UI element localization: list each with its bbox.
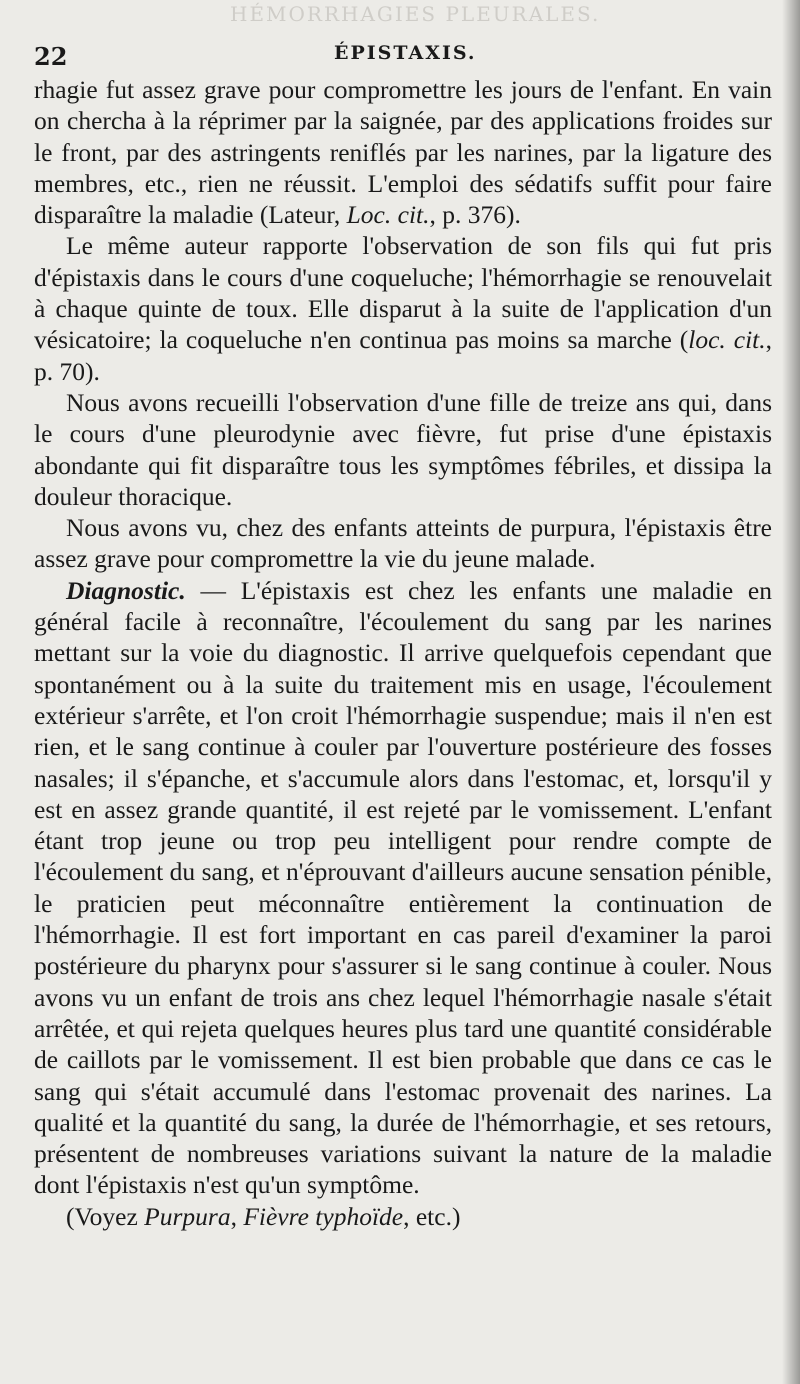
see-also-purpura: Purpura	[144, 1201, 231, 1231]
paragraph-3: Nous avons recueilli l'observation d'une fille de treize ans qui, dans le cours d'une pleurodynie avec fièvre, fut prise d'une épistaxis abondante qui fit disparaître tous les symptômes fébriles, et dissipa la douleur thoracique.	[34, 387, 772, 511]
paragraph-2	[34, 230, 772, 386]
paragraph-see-also	[34, 1201, 772, 1232]
see-also-open: (Voyez	[66, 1201, 145, 1231]
page-header	[34, 38, 772, 74]
paragraph-2-reference: loc. cit.	[688, 325, 766, 355]
diagnostic-text: — L'épistaxis est chez les enfants une maladie en général facile à reconnaître, l'écoulement du sang par les narines mettant sur la voie du diagnostic. Il arrive quelquefois cependant que spontanément ou à la suite du traitement mis en usage, l'écoulement extérieur s'arrête, et l'on croit l'hémorrhagie suspendue; mais il n'en est rien, et le sang continue à couler par l'ouverture postérieure des fosses nasales; il s'épanche, et s'accumule alors dans l'estomac, et, lorsqu'il y est en assez grande quantité, il est rejeté par le vomissement. L'enfant étant trop jeune ou trop peu intelligent pour rendre compte de l'écoulement du sang, et n'éprouvant d'ailleurs aucune sensation pénible, le praticien peut méconnaître entièrement la continuation de l'hémorrhagie. Il est fort important en cas pareil d'examiner la paroi postérieure du pharynx pour s'assurer si le sang continue à couler. Nous avons vu un enfant de trois ans chez lequel l'hémorrhagie nasale s'était arrêtée, et qui rejeta quelques heures plus tard une quantité considérable de caillots par le vomissement. Il est bien probable que dans ce cas le sang qui s'était accumulé dans l'estomac provenait des narines. La qualité et la quantité du sang, la durée de l'hémorrhagie, et ses retours, présentent de nombreuses variations suivant la nature de la maladie dont l'épistaxis n'est qu'un symptôme.	[34, 575, 772, 1200]
paragraph-1-reference: Loc. cit.	[346, 200, 430, 230]
see-also-separator: ,	[230, 1201, 244, 1231]
paragraph-1-text: rhagie fut assez grave pour compromettre les jours de l'enfant. En vain on chercha à la réprimer par la saignée, par des applications froides sur le front, par des astringents reniflés par les narines, par la ligature des membres, etc., rien ne réussit. L'emploi des sédatifs suffit pour faire disparaître la maladie (Lateur,	[34, 75, 772, 230]
running-title: ÉPISTAXIS.	[334, 42, 477, 64]
paragraph-4: Nous avons vu, chez des enfants atteints de purpura, l'épistaxis être assez grave pour compromettre la vie du jeune malade.	[34, 513, 772, 574]
paragraph-1	[34, 74, 772, 230]
bleed-through-header: HÉMORRHAGIES PLEURALES.	[230, 2, 601, 26]
paragraph-2-text: Le même auteur rapporte l'observation de son fils qui fut pris d'épistaxis dans le cours d'une coqueluche; l'hémorrhagie se renouvelait à chaque quinte de toux. Elle disparut à la suite de l'application d'un vésicatoire; la coqueluche n'en continua pas moins sa marche (	[34, 231, 772, 355]
diagnostic-heading: Diagnostic.	[66, 575, 186, 605]
paragraph-diagnostic	[34, 575, 772, 1201]
see-also-typhoid: Fièvre typhoïde	[243, 1201, 404, 1231]
paragraph-2-end: , p. 70).	[34, 325, 773, 386]
see-also-end: , etc.)	[403, 1201, 461, 1231]
paragraph-1-end: , p. 376).	[429, 200, 521, 230]
page-edge-shadow	[782, 0, 800, 1384]
body-text	[34, 74, 772, 1232]
page-number: 22	[34, 42, 68, 71]
